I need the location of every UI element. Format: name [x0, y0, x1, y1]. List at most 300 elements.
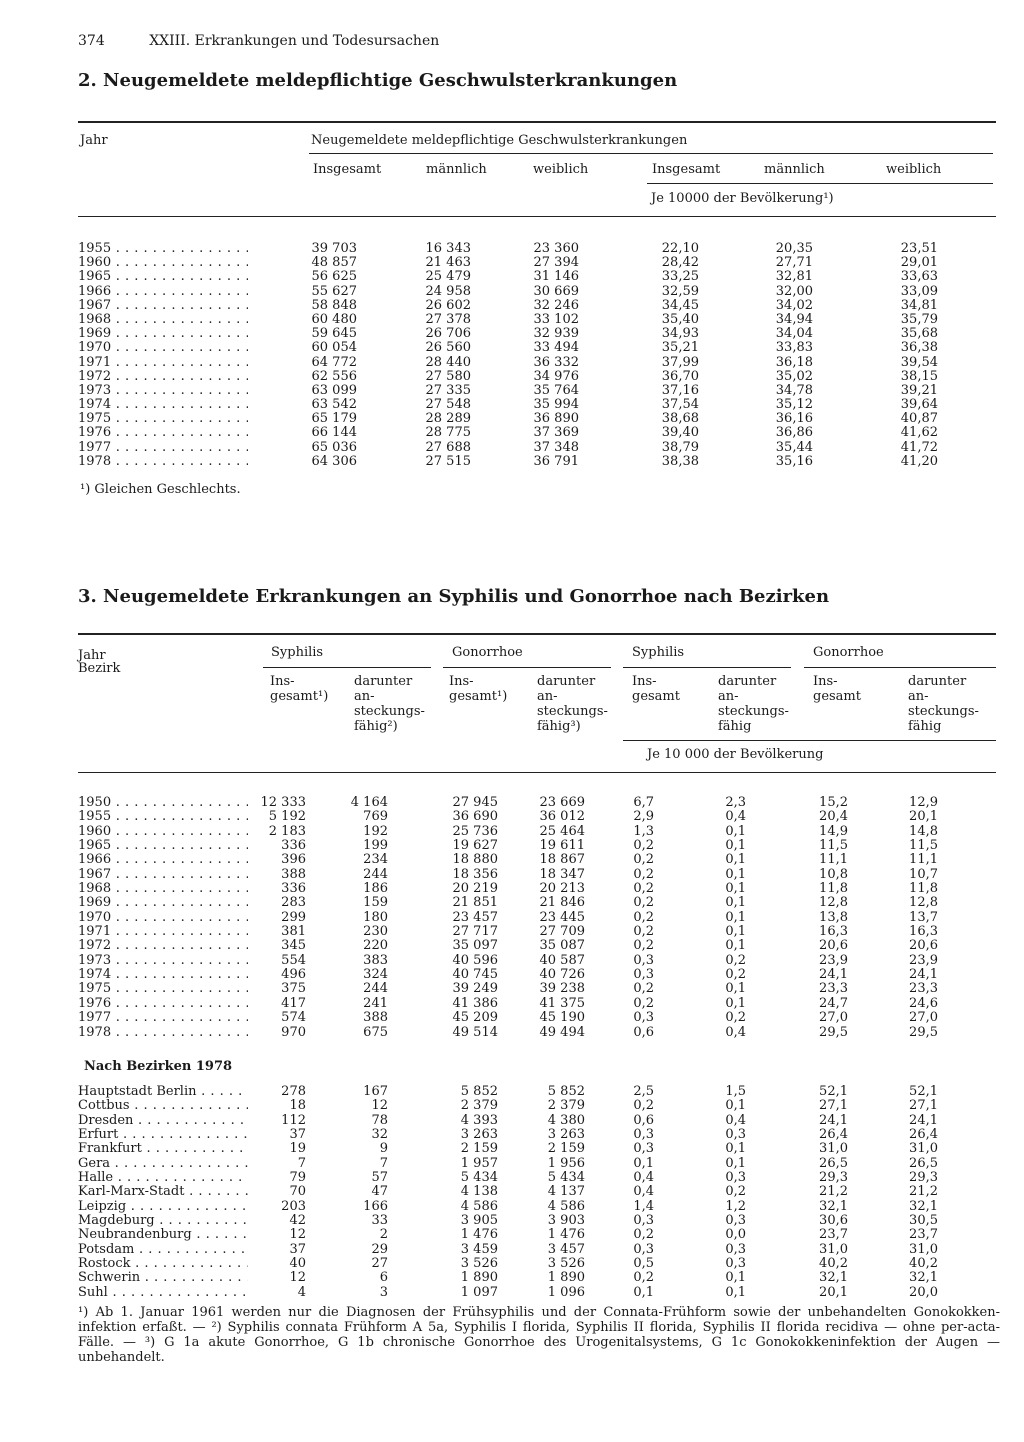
table-row — [78, 839, 948, 853]
table3-group-gonorrhoe-rate: Gonorrhoe — [813, 645, 884, 660]
table-cell: 336 — [281, 838, 306, 854]
table-cell: 4 137 — [547, 1184, 585, 1200]
table-cell: 12 333 — [260, 795, 306, 810]
table-row — [78, 285, 948, 299]
row-label: Potsdam . . . — [78, 1243, 248, 1257]
table-cell: 0,1 — [725, 1098, 746, 1114]
table-row — [78, 853, 948, 867]
table3-col-year: Jahr — [78, 648, 106, 663]
table-cell: 39,40 — [661, 425, 699, 441]
table-cell: 0,2 — [633, 981, 654, 997]
table-cell: 27 548 — [425, 397, 471, 413]
table-cell: 186 — [363, 881, 388, 897]
table-cell: 28 775 — [425, 425, 471, 441]
table-cell: 4 380 — [547, 1112, 585, 1128]
table-cell: 35,21 — [661, 340, 699, 356]
table-cell: 3 526 — [460, 1256, 498, 1272]
table-cell: 33,09 — [900, 283, 938, 299]
table-cell: 37,16 — [661, 382, 699, 398]
table-cell: 31,0 — [819, 1141, 848, 1157]
table-cell: 4 — [297, 1284, 306, 1300]
table-cell: 0,3 — [633, 952, 654, 968]
table-cell: 11,5 — [819, 838, 848, 854]
table-cell: 26 706 — [425, 326, 471, 342]
table-cell: 12,9 — [909, 795, 938, 810]
table-cell: 2,9 — [633, 809, 654, 825]
table-row — [78, 426, 948, 440]
table-row — [78, 925, 948, 939]
table-cell: 40 596 — [452, 952, 498, 968]
table-cell: 28 289 — [425, 411, 471, 427]
table-cell: 396 — [281, 852, 306, 868]
table-cell: 0,2 — [633, 909, 654, 925]
table-row — [78, 384, 948, 398]
table-cell: 33,63 — [900, 269, 938, 285]
table-row — [78, 825, 948, 839]
table-cell: 383 — [363, 952, 388, 968]
table-cell: 16,3 — [909, 924, 938, 940]
table-cell: 23 360 — [533, 241, 579, 256]
table-cell: 40 726 — [539, 967, 585, 983]
table-cell: 40 587 — [539, 952, 585, 968]
table-cell: 11,8 — [909, 881, 938, 897]
table-cell: 27,71 — [775, 255, 813, 271]
row-label: 1975 . . . — [78, 982, 248, 996]
table-cell: 49 494 — [539, 1024, 585, 1040]
table-cell: 27 — [371, 1256, 388, 1272]
table-cell: 32,00 — [775, 283, 813, 299]
table-cell: 28 440 — [425, 354, 471, 370]
table-cell: 34,93 — [661, 326, 699, 342]
table-cell: 2,5 — [633, 1084, 654, 1099]
table-cell: 5 192 — [268, 809, 306, 825]
table-cell: 0,2 — [633, 924, 654, 940]
table-cell: 38,68 — [661, 411, 699, 427]
table-row — [78, 939, 948, 953]
table3-group-rule — [263, 667, 431, 668]
table-cell: 25 736 — [452, 823, 498, 839]
table-cell: 244 — [363, 981, 388, 997]
table-cell: 21 851 — [452, 895, 498, 911]
row-label: 1968 . . . — [78, 313, 248, 327]
table-cell: 29,5 — [819, 1024, 848, 1040]
table-cell: 180 — [363, 909, 388, 925]
table-cell: 220 — [363, 938, 388, 954]
table-cell: 64 306 — [311, 453, 357, 469]
table-cell: 4 393 — [460, 1112, 498, 1128]
table-cell: 34,78 — [775, 382, 813, 398]
table-cell: 0,2 — [633, 866, 654, 882]
table3-sub-header: darunter an- steckungs- fähig — [908, 674, 979, 734]
table-cell: 32 246 — [533, 297, 579, 313]
table2-title: 2. Neugemeldete meldepflichtige Geschwulsterkrankungen — [78, 70, 678, 91]
table-cell: 0,3 — [633, 1141, 654, 1157]
row-label: 1967 . . . — [78, 299, 248, 313]
table-cell: 0,1 — [725, 1284, 746, 1300]
table-cell: 4 138 — [460, 1184, 498, 1200]
table-cell: 0,1 — [725, 895, 746, 911]
table-cell: 30,5 — [909, 1213, 938, 1229]
table-cell: 55 627 — [311, 283, 357, 299]
table-cell: 0,1 — [725, 981, 746, 997]
table-cell: 0,3 — [725, 1127, 746, 1143]
table-cell: 36,18 — [775, 354, 813, 370]
table-cell: 33,83 — [775, 340, 813, 356]
row-label: 1978 . . . — [78, 455, 248, 469]
table-cell: 27 688 — [425, 439, 471, 455]
table3-group-rule — [623, 667, 791, 668]
table-cell: 0,3 — [633, 1127, 654, 1143]
table-cell: 2,3 — [725, 795, 746, 810]
table-cell: 63 099 — [311, 382, 357, 398]
table-cell: 23 669 — [539, 795, 585, 810]
row-label: 1955 . . . — [78, 242, 248, 256]
table-cell: 0,1 — [725, 1155, 746, 1171]
row-label: Karl-Marx-Stadt . . . — [78, 1185, 248, 1199]
row-label: 1968 . . . — [78, 882, 248, 896]
table-cell: 574 — [281, 1010, 306, 1026]
table-cell: 2 159 — [547, 1141, 585, 1157]
table-row — [78, 982, 948, 996]
table-cell: 41,20 — [900, 453, 938, 469]
table3-title: 3. Neugemeldete Erkrankungen an Syphilis und Gonorrhoe nach Bezirken — [78, 586, 830, 607]
table-cell: 34,04 — [775, 326, 813, 342]
row-label: 1969 . . . — [78, 896, 248, 910]
table-cell: 336 — [281, 881, 306, 897]
table-cell: 32,81 — [775, 269, 813, 285]
table-cell: 27 515 — [425, 453, 471, 469]
table-cell: 35,40 — [661, 311, 699, 327]
table-cell: 3 903 — [547, 1213, 585, 1229]
table-cell: 381 — [281, 924, 306, 940]
table-cell: 39,64 — [900, 397, 938, 413]
table-cell: 6,7 — [633, 795, 654, 810]
table3-sub-header: darunter an- steckungs- fähig — [718, 674, 789, 734]
table-cell: 3 526 — [547, 1256, 585, 1272]
table-cell: 11,5 — [909, 838, 938, 854]
table-cell: 16,3 — [819, 924, 848, 940]
table-cell: 0,2 — [633, 838, 654, 854]
table-cell: 0,2 — [725, 1184, 746, 1200]
table3-per-label: Je 10 000 der Bevölkerung — [647, 747, 824, 762]
table-cell: 3 263 — [460, 1127, 498, 1143]
table-row — [78, 1228, 948, 1242]
table-cell: 10,8 — [819, 866, 848, 882]
table-cell: 21,2 — [819, 1184, 848, 1200]
table-row — [78, 412, 948, 426]
table-cell: 2 183 — [268, 823, 306, 839]
table-cell: 7 — [297, 1155, 306, 1171]
table-cell: 40,2 — [819, 1256, 848, 1272]
table-cell: 38,79 — [661, 439, 699, 455]
table-cell: 64 772 — [311, 354, 357, 370]
table-row — [78, 968, 948, 982]
table-cell: 34,02 — [775, 297, 813, 313]
table-row — [78, 1257, 948, 1271]
table-cell: 0,3 — [725, 1170, 746, 1186]
table-cell: 37 — [289, 1127, 306, 1143]
table-row — [78, 868, 948, 882]
table-cell: 3 905 — [460, 1213, 498, 1229]
table-row — [78, 1099, 948, 1113]
row-label: 1976 . . . — [78, 426, 248, 440]
table-cell: 35 764 — [533, 382, 579, 398]
table-cell: 35 994 — [533, 397, 579, 413]
row-label: 1950 . . . — [78, 796, 248, 810]
table-cell: 12 — [289, 1227, 306, 1243]
table3-district-heading: Nach Bezirken 1978 — [84, 1059, 233, 1074]
row-label: 1955 . . . — [78, 810, 248, 824]
table-cell: 29,5 — [909, 1024, 938, 1040]
table-cell: 20,0 — [909, 1284, 938, 1300]
table-cell: 32 939 — [533, 326, 579, 342]
table-cell: 0,6 — [633, 1112, 654, 1128]
table2-top-rule — [78, 121, 996, 123]
table-row — [78, 1185, 948, 1199]
table-cell: 41 386 — [452, 995, 498, 1011]
table-cell: 20,6 — [819, 938, 848, 954]
table-row — [78, 327, 948, 341]
table-cell: 36,86 — [775, 425, 813, 441]
table-cell: 66 144 — [311, 425, 357, 441]
table-row — [78, 796, 948, 810]
table-cell: 21 846 — [539, 895, 585, 911]
table-row — [78, 1171, 948, 1185]
table-cell: 0,4 — [725, 1024, 746, 1040]
table-cell: 417 — [281, 995, 306, 1011]
row-label: Suhl . . . — [78, 1286, 248, 1300]
table-cell: 0,3 — [725, 1256, 746, 1272]
table-cell: 3 457 — [547, 1241, 585, 1257]
table-cell: 18 347 — [539, 866, 585, 882]
table-cell: 0,1 — [725, 938, 746, 954]
table-row — [78, 911, 948, 925]
table-cell: 0,4 — [633, 1170, 654, 1186]
table-cell: 31 146 — [533, 269, 579, 285]
table-cell: 35,12 — [775, 397, 813, 413]
table-cell: 12 — [371, 1098, 388, 1114]
table-cell: 34,45 — [661, 297, 699, 313]
table-cell: 29,01 — [900, 255, 938, 271]
table-row — [78, 810, 948, 824]
row-label: 1967 . . . — [78, 868, 248, 882]
table-cell: 554 — [281, 952, 306, 968]
table-cell: 20 219 — [452, 881, 498, 897]
table-cell: 388 — [281, 866, 306, 882]
table-cell: 0,5 — [633, 1256, 654, 1272]
table-cell: 1 476 — [547, 1227, 585, 1243]
table3-year-body — [78, 796, 948, 1040]
table-cell: 33 494 — [533, 340, 579, 356]
table-cell: 0,3 — [633, 967, 654, 983]
table-cell: 0,2 — [633, 1227, 654, 1243]
table-cell: 20,35 — [775, 241, 813, 256]
table-cell: 20 213 — [539, 881, 585, 897]
table-cell: 496 — [281, 967, 306, 983]
table3-sub-header: Ins- gesamt¹) — [270, 674, 329, 704]
table3-per-rule — [623, 740, 996, 741]
table-cell: 0,2 — [725, 967, 746, 983]
table-cell: 23,3 — [819, 981, 848, 997]
table-row — [78, 1286, 948, 1300]
table-row — [78, 954, 948, 968]
table-cell: 3 459 — [460, 1241, 498, 1257]
table-cell: 57 — [371, 1170, 388, 1186]
table-row — [78, 1128, 948, 1142]
table-cell: 18 — [289, 1098, 306, 1114]
table-cell: 33 102 — [533, 311, 579, 327]
table-cell: 52,1 — [909, 1084, 938, 1099]
table-cell: 5 852 — [460, 1084, 498, 1099]
table3-sub-header: Ins- gesamt — [813, 674, 861, 704]
table-row — [78, 270, 948, 284]
table-cell: 0,3 — [725, 1241, 746, 1257]
table-cell: 78 — [371, 1112, 388, 1128]
table2-per-rule — [647, 183, 993, 184]
table-cell: 0,1 — [725, 1141, 746, 1157]
row-label: 1971 . . . — [78, 925, 248, 939]
table-cell: 26,4 — [909, 1127, 938, 1143]
table-cell: 25 479 — [425, 269, 471, 285]
table-cell: 324 — [363, 967, 388, 983]
table-cell: 27 378 — [425, 311, 471, 327]
table-cell: 23,51 — [900, 241, 938, 256]
table-cell: 22,10 — [661, 241, 699, 256]
table-cell: 9 — [379, 1141, 388, 1157]
row-label: Erfurt . . . — [78, 1128, 248, 1142]
table-row — [78, 896, 948, 910]
table-cell: 25 464 — [539, 823, 585, 839]
table-cell: 24,1 — [909, 967, 938, 983]
table-cell: 38,38 — [661, 453, 699, 469]
table-row — [78, 1243, 948, 1257]
table-cell: 192 — [363, 823, 388, 839]
table-cell: 12,8 — [819, 895, 848, 911]
table-cell: 24,1 — [819, 1112, 848, 1128]
table-cell: 20,1 — [909, 809, 938, 825]
table2-group-title: Neugemeldete meldepflichtige Geschwulsterkrankungen — [311, 133, 688, 148]
table-cell: 19 — [289, 1141, 306, 1157]
table-cell: 1 476 — [460, 1227, 498, 1243]
table2-col-year: Jahr — [80, 133, 108, 148]
table-cell: 26,4 — [819, 1127, 848, 1143]
table-cell: 29 — [371, 1241, 388, 1257]
table-cell: 32,1 — [909, 1270, 938, 1286]
table-cell: 0,2 — [633, 995, 654, 1011]
table-cell: 40,2 — [909, 1256, 938, 1272]
table-cell: 37 348 — [533, 439, 579, 455]
table-cell: 27 717 — [452, 924, 498, 940]
table-cell: 18 356 — [452, 866, 498, 882]
table-cell: 26,5 — [819, 1155, 848, 1171]
table-cell: 2 379 — [547, 1098, 585, 1114]
table-cell: 35,79 — [900, 311, 938, 327]
table-cell: 18 867 — [539, 852, 585, 868]
table-cell: 0,1 — [725, 866, 746, 882]
table-cell: 11,8 — [819, 881, 848, 897]
table-cell: 35,68 — [900, 326, 938, 342]
table-cell: 203 — [281, 1198, 306, 1214]
table-cell: 0,2 — [633, 1098, 654, 1114]
table-cell: 299 — [281, 909, 306, 925]
table-cell: 32 — [371, 1127, 388, 1143]
table-cell: 14,9 — [819, 823, 848, 839]
table-cell: 4 586 — [547, 1198, 585, 1214]
table-cell: 15,2 — [819, 795, 848, 810]
table-cell: 11,1 — [819, 852, 848, 868]
table-cell: 36,70 — [661, 368, 699, 384]
table-cell: 41,62 — [900, 425, 938, 441]
row-label: 1970 . . . — [78, 341, 248, 355]
table-cell: 29,3 — [909, 1170, 938, 1186]
table-cell: 34,81 — [900, 297, 938, 313]
table-cell: 63 542 — [311, 397, 357, 413]
table-cell: 20,4 — [819, 809, 848, 825]
table-cell: 159 — [363, 895, 388, 911]
table-cell: 27 709 — [539, 924, 585, 940]
table-row — [78, 299, 948, 313]
table-cell: 39,21 — [900, 382, 938, 398]
row-label: 1978 . . . — [78, 1026, 248, 1040]
table3-col-district: Bezirk — [78, 661, 121, 676]
table-cell: 35 087 — [539, 938, 585, 954]
table3-group-rule — [804, 667, 996, 668]
table-row — [78, 1157, 948, 1171]
table-cell: 23,9 — [819, 952, 848, 968]
table-cell: 0,1 — [725, 909, 746, 925]
table-cell: 59 645 — [311, 326, 357, 342]
table-cell: 0,2 — [633, 895, 654, 911]
table-cell: 37 — [289, 1241, 306, 1257]
row-label: Magdeburg . . . — [78, 1214, 248, 1228]
table-cell: 283 — [281, 895, 306, 911]
row-label: 1966 . . . — [78, 285, 248, 299]
table-cell: 7 — [379, 1155, 388, 1171]
table-cell: 23,9 — [909, 952, 938, 968]
table-row — [78, 1271, 948, 1285]
table-cell: 23,7 — [819, 1227, 848, 1243]
table-cell: 278 — [281, 1084, 306, 1099]
table-cell: 58 848 — [311, 297, 357, 313]
table-cell: 32,59 — [661, 283, 699, 299]
table-row — [78, 455, 948, 469]
table-cell: 37,99 — [661, 354, 699, 370]
table2-header-bottom-rule — [78, 216, 996, 217]
row-label: 1960 . . . — [78, 825, 248, 839]
row-label: 1972 . . . — [78, 370, 248, 384]
table-row — [78, 1142, 948, 1156]
row-label: 1965 . . . — [78, 270, 248, 284]
table-cell: 675 — [363, 1024, 388, 1040]
table-cell: 40 — [289, 1256, 306, 1272]
table-cell: 4 586 — [460, 1198, 498, 1214]
table-cell: 27,0 — [909, 1010, 938, 1026]
table3-sub-header: Ins- gesamt¹) — [449, 674, 508, 704]
row-label: 1971 . . . — [78, 356, 248, 370]
table-cell: 40 745 — [452, 967, 498, 983]
table-cell: 60 054 — [311, 340, 357, 356]
table-cell: 234 — [363, 852, 388, 868]
table-cell: 1,2 — [725, 1198, 746, 1214]
table-cell: 30 669 — [533, 283, 579, 299]
table3-district-body — [78, 1085, 948, 1300]
table2-col-header: weiblich — [886, 162, 942, 177]
table-cell: 16 343 — [425, 241, 471, 256]
table-cell: 33 — [371, 1213, 388, 1229]
row-label: 1966 . . . — [78, 853, 248, 867]
table-row — [78, 997, 948, 1011]
table-cell: 24,7 — [819, 995, 848, 1011]
